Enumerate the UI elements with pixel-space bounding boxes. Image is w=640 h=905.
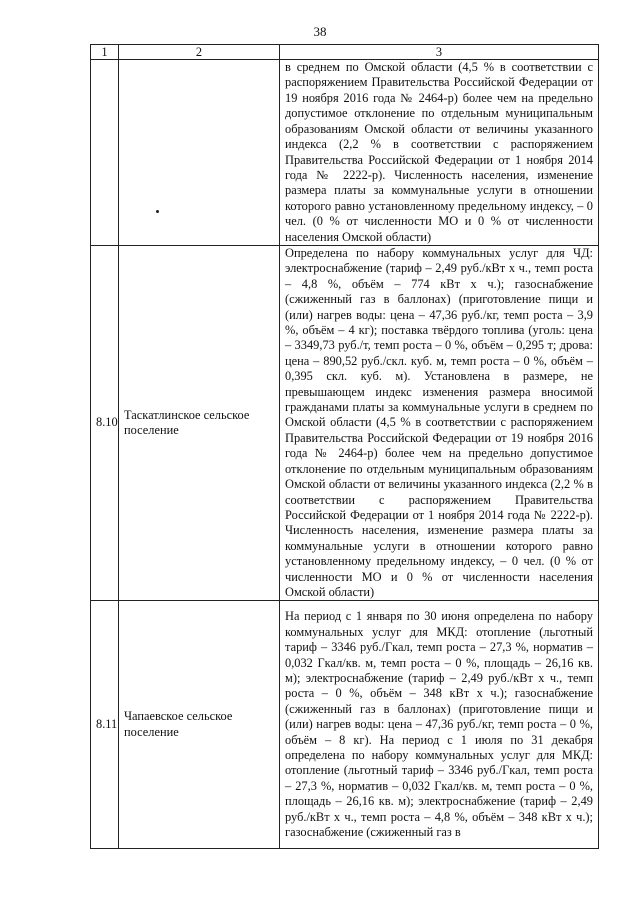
row-description: На период с 1 января по 30 июня определена по набору коммунальных услуг для МКД: отопление (льготный тариф – 3346 руб./Гкал, темп роста – 27,3 %, норматив – 0,032 Гкал/кв. м, темп роста – 0 %, площадь – 26,16 кв. м); электроснабжение (тариф – 2,49 руб./кВт х ч., темп роста – 0 %, объём – 348 кВт х ч.); газоснабжение (сжиженный газ в баллонах) (приготовление пищи и (или) нагрев воды: цена – 47,36 руб./кг, темп роста – 0 %, объём – 8 кг). На период с 1 июля по 31 декабря определена по набору коммунальных услуг для МКД: отопление (льготный тариф – 3346 руб./Гкал, темп роста – 27,3 %, норматив – 0,032 Гкал/кв. м, темп роста – 0 %, площадь – 26,16 кв. м); электроснабжение (тариф – 2,49 руб./кВт х ч., темп роста – 4,8 %, объём – 348 кВт х ч.); газоснабжение (сжиженный газ в: [280, 601, 599, 849]
row-description: в среднем по Омской области (4,5 % в соответствии с распоряжением Правительства Российской Федерации от 19 ноября 2016 года № 2464-р) более чем на предельно допустимое отклонение по отдельным муниципальным образованиям Омской области от величины указанного индекса (2,2 % в соответствии с распоряжением Правительства Российской Федерации от 1 ноября 2014 года № 2222-р). Численность населения, изменение размера платы за коммунальные услуги в отношении которого равно установленному предельному индексу, – 0 чел. (0 % от численности МО и 0 % от численности населения Омской области): [280, 60, 599, 246]
table-row: [91, 601, 599, 849]
row-name: [119, 60, 280, 246]
header-col-2: 2: [119, 45, 280, 60]
row-name: Чапаевское сельское поселение: [119, 601, 280, 849]
page-number: 38: [313, 24, 327, 39]
header-col-3: 3: [280, 45, 599, 60]
table-row: [91, 246, 599, 601]
row-number: 8.10: [91, 246, 119, 601]
row-number: [91, 60, 119, 246]
bullet-dot-mark: [156, 210, 159, 213]
table-row: [91, 60, 599, 246]
table-header-row: [91, 45, 599, 60]
row-description: Определена по набору коммунальных услуг для ЧД: электроснабжение (тариф – 2,49 руб./кВт х ч., темп роста – 4,8 %, объём – 774 кВт х ч.); газоснабжение (сжиженный газ в баллонах) (приготовление пищи и (или) нагрев воды: цена – 47,36 руб./кг, темп роста – 3,9 %, объём – 4 кг); поставка твёрдого топлива (уголь: цена – 3349,73 руб./т, темп роста – 0 %, объём – 0,295 т; дрова: цена – 890,52 руб./скл. куб. м, темп роста – 0 %, объём – 0,395 скл. куб. м). Установлена в размере, не превышающем индекс изменения размера вносимой гражданами платы за коммунальные услуги в среднем по Омской области (4,5 % в соответствии с распоряжением Правительства Российской Федерации от 19 ноября 2016 года № 2464-р) более чем на предельно допустимое отклонение по отдельным муниципальным образованиям Омской области от величины указанного индекса (2,2 % в соответствии с распоряжением Правительства Российской Федерации от 1 ноября 2014 года № 2222-р). Численность населения, изменение размера платы за коммунальные услуги в отношении которого равно установленному предельному индексу, – 0 чел. (0 % от численности МО и 0 % от численности населения Омской области): [280, 246, 599, 601]
document-table: [90, 44, 599, 849]
header-col-1: 1: [91, 45, 119, 60]
row-number: 8.11: [91, 601, 119, 849]
row-name: Таскатлинское сельское поселение: [119, 246, 280, 601]
